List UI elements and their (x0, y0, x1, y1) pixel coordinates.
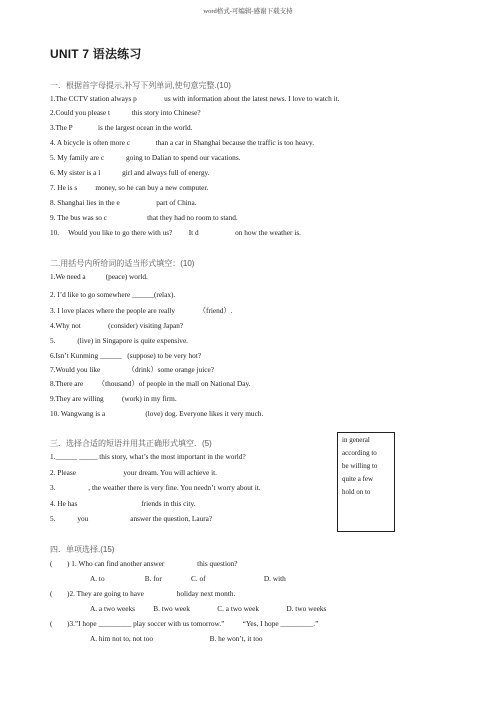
s1-item-6: 6. My sister is a l girl and always full of energy. (50, 168, 210, 177)
section3-heading: 三．选择合适的短语并用其正确形式填空．(5) (50, 439, 212, 448)
s3-item-4: 4. He has friends in this city. (50, 499, 196, 508)
s1-item-8: 8. Shanghai lies in the e part of China. (50, 198, 197, 207)
phrase-box (337, 432, 395, 532)
s4-question-3-options: A. him not to, not too B. he won’t, it too (90, 634, 263, 643)
s1-item-7: 7. He is s money, so he can buy a new computer. (50, 183, 209, 192)
phrase-hold-on-to: hold on to (342, 488, 371, 496)
s1-item-5: 5. My family are c going to Dalian to spend our vacations. (50, 153, 241, 162)
s2-item-2: 2. I’d like to go somewhere ______(relax). (50, 290, 176, 299)
s4-question-2: ( )2. They are going to have holiday next month. (50, 589, 236, 598)
phrase-quite-a-few: quite a few (342, 475, 374, 483)
s4-question-3: ( )3.”I hope _________ play soccer with us tomorrow.” “Yes, I hope _________.” (50, 619, 319, 628)
s2-item-1: 1.We need a (peace) world. (50, 272, 148, 281)
s1-item-1: 1.The CCTV station always p us with information about the latest news. I love to watch it. (50, 94, 340, 103)
section2-heading: 二.用括号内所给词的适当形式填空：(10) (50, 259, 195, 268)
s2-item-7: 7.Would you like （drink）some orange juice? (50, 365, 214, 374)
s1-item-3: 3.The P is the largest ocean in the world. (50, 123, 193, 132)
s1-item-9: 9. The bus was so c that they had no room to stand. (50, 213, 238, 222)
page-header: word格式-可编辑-感谢下载支持 (203, 8, 293, 15)
s2-item-4: 4.Why not (consider) visiting Japan? (50, 321, 184, 330)
s3-item-3: 3. , the weather there is very fine. You needn’t worry about it. (50, 483, 261, 492)
s4-question-1: ( ) 1. Who can find another answer this question? (50, 559, 238, 568)
phrase-in-general: in general (342, 436, 370, 444)
s2-item-10: 10. Wangwang is a (love) dog. Everyone likes it very much. (50, 409, 264, 418)
s3-item-2: 2. Please your dream. You will achieve it. (50, 468, 217, 477)
s3-item-5: 5. you answer the question, Laura? (50, 514, 213, 523)
page-title: UNIT 7 语法练习 (50, 47, 142, 61)
s2-item-5: 5. (live) in Singapore is quite expensive. (50, 336, 189, 345)
section4-heading: 四．单项选择.(15) (50, 545, 115, 554)
s1-item-10: 10. Would you like to go there with us? It d on how the weather is. (50, 228, 301, 237)
s2-item-8: 8.There are （thousand）of people in the mall on National Day. (50, 379, 251, 388)
phrase-be-willing-to: be willing to (342, 462, 378, 470)
s3-item-1: 1.______ _____ this story, what’s the most important in the world? (50, 452, 246, 461)
s2-item-6: 6.Isn’t Kunming ______ (suppose) to be very hot? (50, 351, 202, 360)
phrase-according-to: according to (342, 449, 377, 457)
s2-item-3: 3. I love places where the people are really （friend）. (50, 306, 233, 315)
s4-question-1-options: A. to B. for C. of D. with (90, 574, 286, 583)
s4-question-2-options: A. a two weeks B. two week C. a two week D. two weeks (90, 604, 327, 613)
s1-item-2: 2.Could you please t this story into Chinese? (50, 108, 201, 117)
s1-item-4: 4. A bicycle is often more c than a car in Shanghai because the traffic is too heavy. (50, 138, 315, 147)
s2-item-9: 9.They are willing (work) in my firm. (50, 394, 177, 403)
section1-heading: 一．根据首字母提示,补写下列单词,使句意完整.(10) (50, 81, 231, 90)
